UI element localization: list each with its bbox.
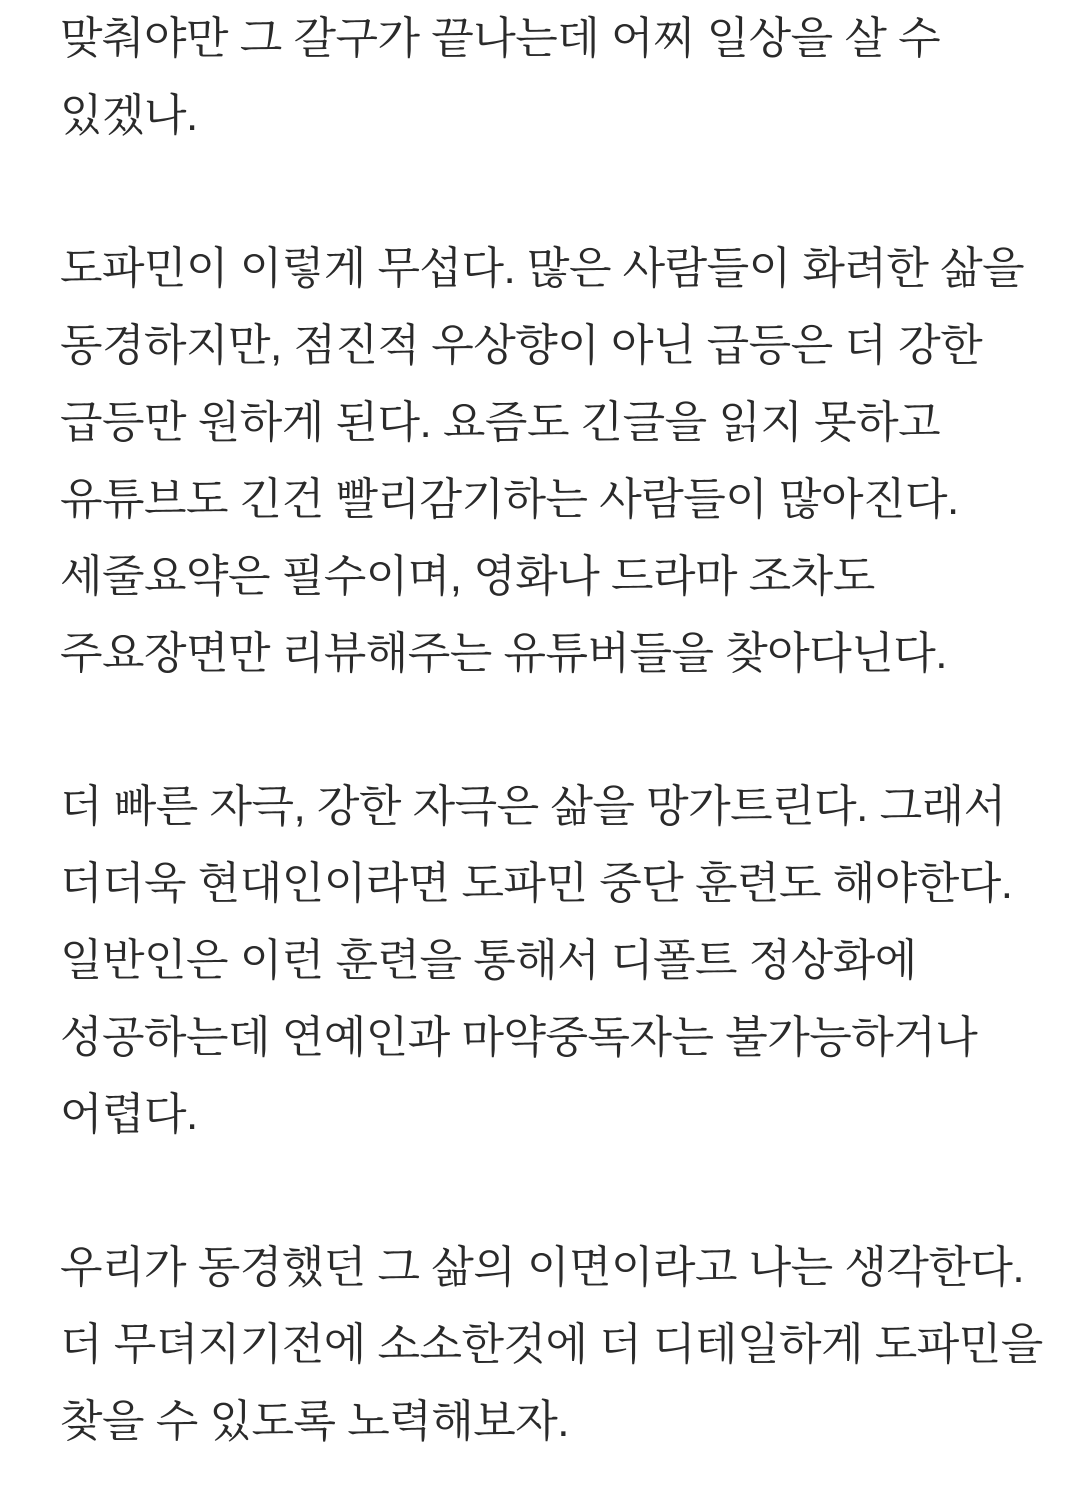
text-line: 일반인은 이런 훈련을 통해서 디폴트 정상화에 <box>60 936 917 985</box>
text-line: 맞춰야만 그 갈구가 끝나는데 어찌 일상을 살 수 <box>60 14 941 63</box>
text-line: 급등만 원하게 된다. 요즘도 긴글을 읽지 못하고 <box>60 398 941 447</box>
paragraph <box>60 0 1018 154</box>
text-line: 찾을 수 있도록 노력해보자. <box>60 1397 569 1446</box>
article-body <box>60 0 1043 1460</box>
text-line: 더더욱 현대인이라면 도파민 중단 훈련도 해야한다. <box>60 859 1013 908</box>
text-line: 어렵다. <box>60 1090 198 1139</box>
text-line: 세줄요약은 필수이며, 영화나 드라마 조차도 <box>60 552 875 601</box>
text-line: 있겠나. <box>60 91 198 140</box>
paragraph <box>60 1229 1043 1460</box>
text-line: 주요장면만 리뷰해주는 유튜버들을 찾아다닌다. <box>60 629 947 678</box>
text-line: 도파민이 이렇게 무섭다. 많은 사람들이 화려한 삶을 <box>60 244 1025 293</box>
paragraph <box>60 768 1018 1153</box>
text-line: 우리가 동경했던 그 삶의 이면이라고 나는 생각한다. <box>60 1243 1025 1292</box>
paragraph <box>60 230 1025 692</box>
text-line: 더 빠른 자극, 강한 자극은 삶을 망가트린다. 그래서 <box>60 782 1006 831</box>
text-line: 더 무뎌지기전에 소소한것에 더 디테일하게 도파민을 <box>60 1320 1043 1369</box>
text-line: 성공하는데 연예인과 마약중독자는 불가능하거나 <box>60 1013 978 1062</box>
text-line: 유튜브도 긴건 빨리감기하는 사람들이 많아진다. <box>60 475 959 524</box>
text-line: 동경하지만, 점진적 우상향이 아닌 급등은 더 강한 <box>60 321 983 370</box>
